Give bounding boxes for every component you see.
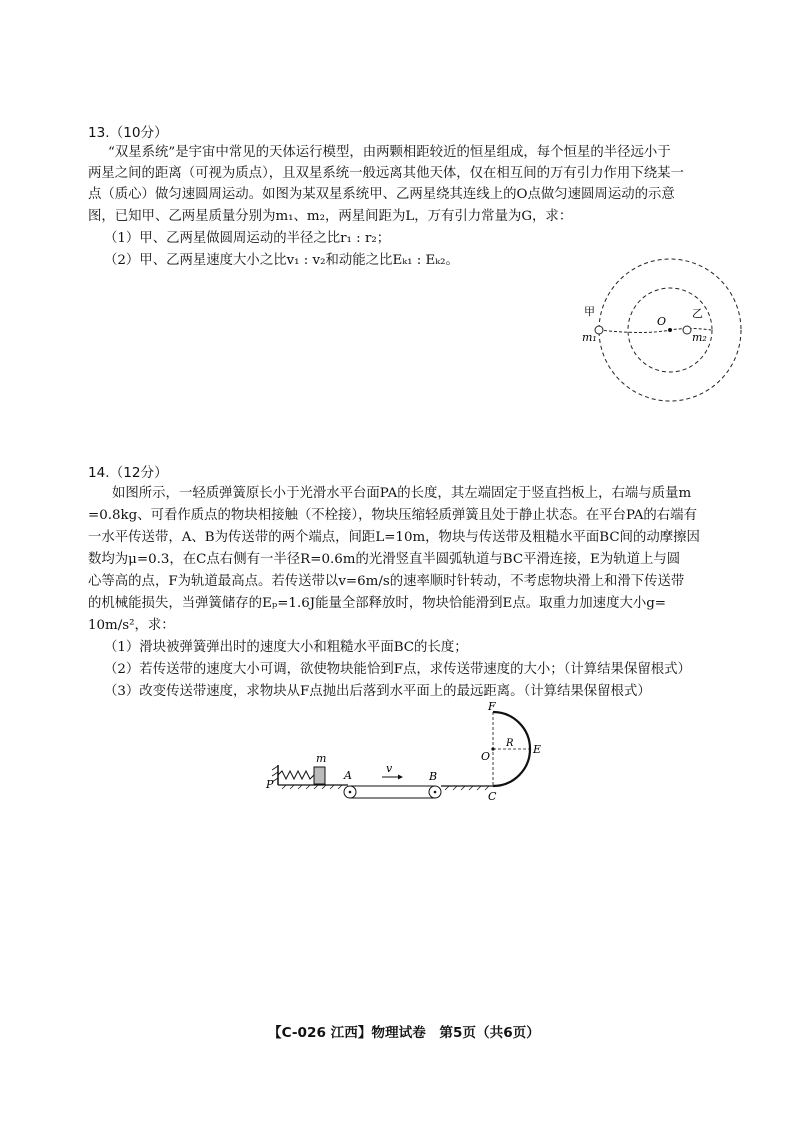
label-R: R: [506, 738, 514, 749]
label-O: O: [657, 315, 667, 328]
block-m: [314, 767, 325, 784]
q14-subquestion-3: （3）改变传送带速度，求物块从F点抛出后落到水平面上的最远距离。（计算结果保留根式）: [104, 684, 651, 699]
label-jia: 甲: [584, 305, 595, 318]
q14-line-3: 一水平传送带，A、B为传送带的两个端点，间距L=10m，物块与传送带及粗糙水平面BC间的动摩擦因: [88, 530, 700, 545]
q13-line-4: 图，已知甲、乙两星质量分别为m₁、m₂，两星间距为L，万有引力常量为G，求：: [88, 209, 573, 224]
q14-line-6: 的机械能损失，当弹簧储存的Eₚ=1.6J能量全部释放时，物块恰能滑到E点。取重力加速度大小g=: [88, 596, 667, 611]
center-point: [668, 328, 672, 332]
q14-heading: 14.（12分）: [88, 465, 168, 481]
page-footer: 【C-026 江西】物理试卷 第5页（共6页）: [268, 1025, 540, 1041]
q14-line-2: =0.8kg、可看作质点的物块相接触（不栓接），物块压缩轻质弹簧且处于静止状态。在平台PA的右端有: [88, 508, 697, 523]
label-P: P: [266, 778, 274, 791]
label-E: E: [533, 743, 542, 756]
q13-line-1: “双星系统”是宇宙中常见的天体运行模型，由两颗相距较近的恒星组成，每个恒星的半径远小于: [108, 145, 671, 160]
q14-subquestion-2: （2）若传送带的速度大小可调，欲使物块能恰到F点，求传送带速度的大小；（计算结果保留根式）: [104, 662, 691, 677]
q13-subquestion-1: （1）甲、乙两星做圆周运动的半径之比r₁ : r₂；: [104, 231, 391, 246]
q13-line-3: 点（质心）做匀速圆周运动。如图为某双星系统甲、乙两星绕其连线上的O点做匀速圆周运动的示意: [88, 187, 675, 202]
label-m2: m₂: [692, 331, 707, 344]
q13-line-2: 两星之间的距离（可视为质点），且双星系统一般远离其他天体，仅在相互间的万有引力作用下绕某一: [88, 166, 684, 181]
q13-heading: 13.（10分）: [88, 125, 168, 141]
center-O: [491, 747, 494, 750]
label-A: A: [344, 769, 352, 782]
label-F: F: [488, 700, 496, 713]
star-yi: [683, 326, 691, 334]
q14-subquestion-1: （1）滑块被弹簧弹出时的速度大小和粗糙水平面BC的长度；: [104, 640, 468, 655]
conveyor-track-figure: [260, 700, 560, 810]
spring: [278, 771, 314, 779]
binary-star-figure: [570, 255, 760, 420]
label-m: m: [316, 752, 327, 765]
label-B: B: [429, 770, 438, 783]
label-C: C: [488, 790, 497, 803]
label-yi: 乙: [692, 307, 703, 320]
q14-line-7: 10m/s²，求：: [88, 618, 175, 633]
q13-subquestion-2: （2）甲、乙两星速度大小之比v₁ : v₂和动能之比Eₖ₁ : Eₖ₂。: [104, 253, 459, 268]
label-O: O: [481, 750, 491, 763]
q14-line-4: 数均为μ=0.3，在C点右侧有一半径R=0.6m的光滑竖直半圆弧轨道与BC平滑连接，E为轨道上与圆: [88, 552, 681, 567]
label-v: v: [386, 762, 393, 775]
q14-line-1: 如图所示，一轻质弹簧原长小于光滑水平台面PA的长度，其左端固定于竖直挡板上，右端与质量m: [112, 486, 692, 501]
label-m1: m₁: [582, 331, 597, 344]
q14-line-5: 心等高的点，F为轨道最高点。若传送带以v=6m/s的速率顺时针转动，不考虑物块滑上和滑下传送带: [88, 574, 685, 589]
